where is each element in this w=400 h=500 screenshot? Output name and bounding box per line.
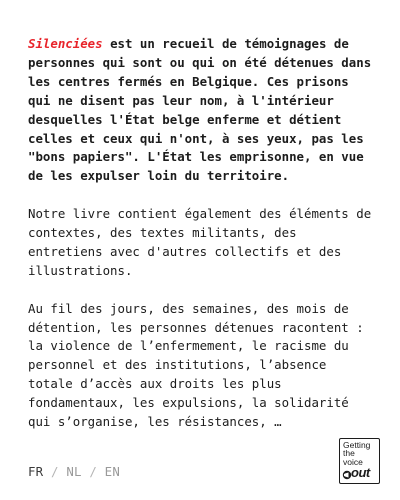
logo-line-3: voice [343,456,363,467]
intro-text: est un recueil de témoignages de personnes qui sont ou qui on été détenues dans les centres fermés en Belgique. Ces prisons qui ne disent pas leur nom, à l'intérieur desquelles l'État belge enferme et détient celles et ceux qui n'ont, à ses yeux, pas les "bons papiers". L'État les emprisonne, en vue de les expulser loin du territoire. [28,36,372,184]
getting-the-voice-out-logo[interactable] [339,438,380,484]
content-paragraph: Notre livre contient également des éléments de contextes, des textes militants, des entretiens avec d'autres collectifs et des illustrations. [28,206,372,278]
testimony-paragraph: Au fil des jours, des semaines, des mois de détention, les personnes détenues racontent : la violence de l’enfermement, le racisme du personnel et des institutions, l’absence totale d’accès aux droits les plus fondamentaux, les expulsions, la solidarité qui s’organise, les résistances, … [28,300,364,430]
logo-line-1: Getting [343,440,371,450]
lang-en-link[interactable]: EN [104,464,120,479]
language-switcher [28,464,120,480]
book-title: Silenciées [28,36,103,51]
lang-separator: / [51,464,67,479]
logo-text [343,441,370,466]
lang-nl-link[interactable]: NL [66,464,82,479]
logo-line-2: the [343,448,355,459]
main-content [28,35,378,451]
logo-out-word: out [351,465,370,480]
lang-separator: / [89,464,105,479]
intro-paragraph [28,35,378,186]
lang-fr-link[interactable]: FR [28,464,44,479]
